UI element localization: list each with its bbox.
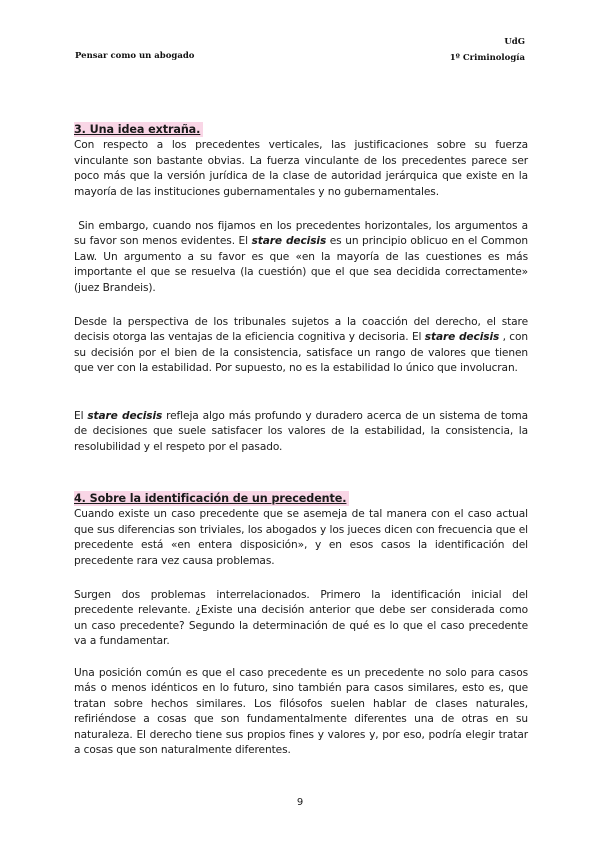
section-4-paragraph-3 [74,666,528,758]
p4-text-a: El [74,410,88,422]
section-4-heading: 4. Sobre la identificación de un precedente. [74,491,349,506]
stare-decisis-term: stare decisis [424,331,500,344]
section-4-paragraph-1: Cuando existe un caso precedente que se asemeja de tal manera con el caso actual que sus diferencias son triviales, los abogados y los jueces dicen con frecuencia que el precedente está «en entera disposición», y en esos casos la identificación del precedente rara vez causa problemas. [74,508,528,567]
p3-text-b: , con su decisión por el bien de la consistencia, satisface un rango de valores que tienen que ver con la estabilidad. Por supuesto, no es la estabilidad lo único que involucran. [74,331,528,375]
header-course-title: Pensar como un abogado [75,51,195,61]
stare-decisis-term: stare decisis [251,235,327,248]
section-3 [74,122,528,200]
section-4-paragraph-3-text: Una posición común es que el caso precedente es un precedente no solo para casos más o menos idénticos en lo futuro, sino también para casos similares, esto es, que tratan sobre hechos similares. Los filósofos suelen hablar de clases naturales, refiriéndose a cosas que son fundamentalmente diferentes una de otras en su naturaleza. El derecho tiene sus propios fines y valores y, por eso, podría elegir tratar a cosas que son naturalmente diferentes. [74,667,528,757]
section-3-paragraph-1: Con respecto a los precedentes verticales, las justificaciones sobre su fuerza vinculante son bastante obvias. La fuerza vinculante de los precedentes parece ser poco más que la versión jurídica de la clase de autoridad jerárquica que existe en la mayoría de las instituciones gubernamentales y no gubernamentales. [74,139,528,198]
header-degree: 1º Criminología [449,53,525,63]
section-4 [74,491,528,569]
p2-text-b: es un principio oblicuo en el Common Law. Un argumento a su favor es que «en la mayoría de las cuestiones es más importante el que se resuelva (la cuestión) que el que sea decidida correctamente» (juez Brandeis). [74,235,528,294]
p4-text-b: refleja algo más profundo y duradero acerca de un sistema de toma de decisiones que suele satisfacer los valores de la estabilidad, la consistencia, la resolubilidad y el respeto por el pasado. [74,410,528,453]
header-university: UdG [504,37,525,47]
section-4-paragraph-2 [74,588,528,650]
section-3-heading: 3. Una idea extraña. [74,122,203,137]
p2-text-a: Sin embargo, cuando nos fijamos en los precedentes horizontales, los argumentos a su favor son menos evidentes. El [74,220,532,248]
stare-decisis-term: stare decisis [87,410,163,422]
section-3-paragraph-3 [74,315,528,377]
page-number: 9 [296,797,304,808]
section-3-paragraph-4 [74,409,528,455]
section-3-paragraph-2 [74,219,532,296]
p3-text-a: Desde la perspectiva de los tribunales sujetos a la coacción del derecho, el stare decisis otorga las ventajas de la eficiencia cognitiva y decisoria. El [74,316,528,344]
section-4-paragraph-2-text: Surgen dos problemas interrelacionados. Primero la identificación inicial del precedente relevante. ¿Existe una decisión anterior que debe ser considerada como un caso precedente? Segundo la determinación de qué es lo que el caso precedente va a fundamentar. [74,589,528,648]
header-institution [450,34,525,66]
